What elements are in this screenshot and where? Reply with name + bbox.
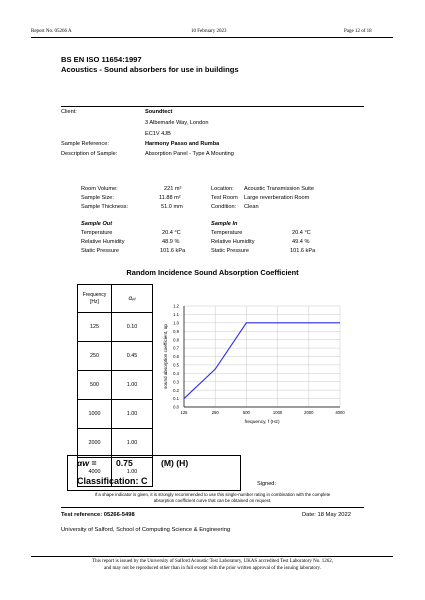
y-tick-label: 0.4 [173,370,179,376]
sample-ref-value: Harmony Passo and Rumba [145,141,220,147]
freq-cell: 500 [78,371,112,400]
client-label: Client: [61,109,77,115]
shape-indicators: (M) (H) [161,458,189,468]
page-number: Page 12 of 18 [344,29,372,34]
sample-in-heading: Sample In [211,221,238,227]
alpha-cell: 0.10 [112,313,153,342]
sample-in-rh-label: Relative Humidity [211,239,255,245]
condition-label: Condition: [211,204,237,210]
alpha-w-label: αw = [77,458,97,468]
alpha-w-value: 0.75 [116,458,133,468]
standard-code: BS EN ISO 11654:1997 [61,55,142,64]
sample-in-sp-value: 101.6 kPa [290,248,316,254]
test-reference: Test reference: 05266-5498 [61,512,135,518]
sample-size-label: Sample Size: [81,195,114,201]
absorption-series-line [184,323,340,399]
alpha-cell: 1.00 [112,458,153,487]
y-tick-label: 0.3 [173,379,179,385]
alpha-cell: 0.45 [112,342,153,371]
x-tick-label: 1000 [272,410,283,415]
sample-ref-label: Sample Reference: [61,141,109,147]
x-tick-label: 250 [211,410,219,415]
freq-cell: 4000 [78,458,112,487]
sample-in-sp-label: Static Pressure [211,248,249,254]
y-tick-label: 0.5 [173,362,179,368]
alpha-cell: 1.00 [112,371,153,400]
table-row [78,371,153,400]
y-axis-label: sound absorption coefficient, αp [163,324,168,389]
x-tick-label: 4000 [335,410,345,415]
shape-indicator-note [0,492,425,503]
university: University of Salford, School of Computing Science & Engineering [61,527,231,533]
note-line-1: If a shape indicator is given, it is strongly recommended to use this single-number rating in combination with the complete [94,492,331,497]
x-tick-label: 2000 [304,410,314,415]
sample-in-temp-value: 20.4 °C [292,230,311,236]
y-tick-label: 0.8 [173,337,179,343]
report-date: 10 February 2023 [191,29,227,34]
alpha-cell: 1.00 [112,400,153,429]
test-date: Date: 18 May 2022 [302,512,351,518]
freq-cell: 125 [78,313,112,342]
client-address-1: 3 Albemarle Way, London [145,120,209,126]
signed-label: Signed: [257,481,276,487]
alpha-cell: 1.00 [112,429,153,458]
report-number: Report No. 05266 A [31,29,72,34]
client-name: Soundtect [145,109,173,115]
y-tick-label: 1.1 [173,312,179,318]
condition-value: Clean [244,204,259,210]
test-ref-rule [61,507,364,508]
test-room-value: Large reverberation Room [244,195,310,201]
sample-out-temp-label: Temperature [81,230,113,236]
room-volume-value: 221 m³ [164,186,182,192]
footer-note [0,559,425,573]
client-address-2: EC1V 4JB [145,131,171,137]
freq-header [78,285,112,313]
y-tick-label: 0.1 [173,396,179,402]
description-value: Absorption Panel - Type A Mounting [145,151,234,157]
header-rule [31,37,393,38]
client-rule [61,106,364,107]
y-tick-label: 0.0 [173,404,179,410]
sample-size-value: 11.88 m² [159,195,181,201]
sample-out-heading: Sample Out [81,221,113,227]
x-axis-label: frequency, f (Hz) [244,420,280,425]
description-label: Description of Sample: [61,151,118,157]
y-tick-label: 1.0 [173,320,179,326]
room-volume-label: Room Volume: [81,186,118,192]
footer-line-1: This report is issued by the University of Salford Acoustic Test Laboratory, UKAS accredited Test Laboratory No. 1262, [92,559,333,564]
absorption-chart [160,296,360,436]
freq-cell: 2000 [78,429,112,458]
location-label: Location: [211,186,234,192]
sample-out-rh-label: Relative Humidity [81,239,125,245]
table-header-row [78,285,153,313]
freq-cell: 250 [78,342,112,371]
x-tick-label: 500 [242,410,250,415]
sample-out-sp-value: 101.6 kPa [160,248,186,254]
sample-out-temp-value: 20.4 °C [162,230,181,236]
classification: Classification: C [77,476,148,486]
sample-thickness-value: 51.0 mm [161,204,183,210]
chart-title: Random Incidence Sound Absorption Coefficient [126,268,299,277]
sample-thickness-label: Sample Thickness: [81,204,129,210]
sample-in-rh-value: 49.4 % [292,239,310,245]
sample-in-temp-label: Temperature [211,230,243,236]
alpha-header: αₚᵢ [112,285,153,313]
y-tick-label: 1.2 [173,303,179,309]
location-value: Acoustic Transmission Suite [244,186,314,192]
footer-rule [31,556,393,557]
sample-out-sp-label: Static Pressure [81,248,119,254]
test-room-label: Test Room [211,195,238,201]
freq-header-label: Frequency [82,292,107,299]
note-line-2: absorption coefficient curve that can be obtained on request. [153,497,272,503]
freq-header-unit: [Hz] [90,298,99,305]
table-row [78,429,153,458]
y-tick-label: 0.2 [173,387,179,393]
table-row [78,313,153,342]
y-tick-label: 0.6 [173,354,179,360]
table-row [78,342,153,371]
standard-title: Acoustics - Sound absorbers for use in buildings [61,65,239,74]
x-tick-label: 125 [180,410,188,415]
freq-cell: 1000 [78,400,112,429]
sample-out-rh-value: 48.9 % [162,239,180,245]
footer-line-2: and may not be reproduced other than in full except with the prior written approval of the issuing laboratory. [104,565,321,571]
y-tick-label: 0.7 [173,345,179,351]
y-tick-label: 0.9 [173,328,179,334]
table-row [78,400,153,429]
